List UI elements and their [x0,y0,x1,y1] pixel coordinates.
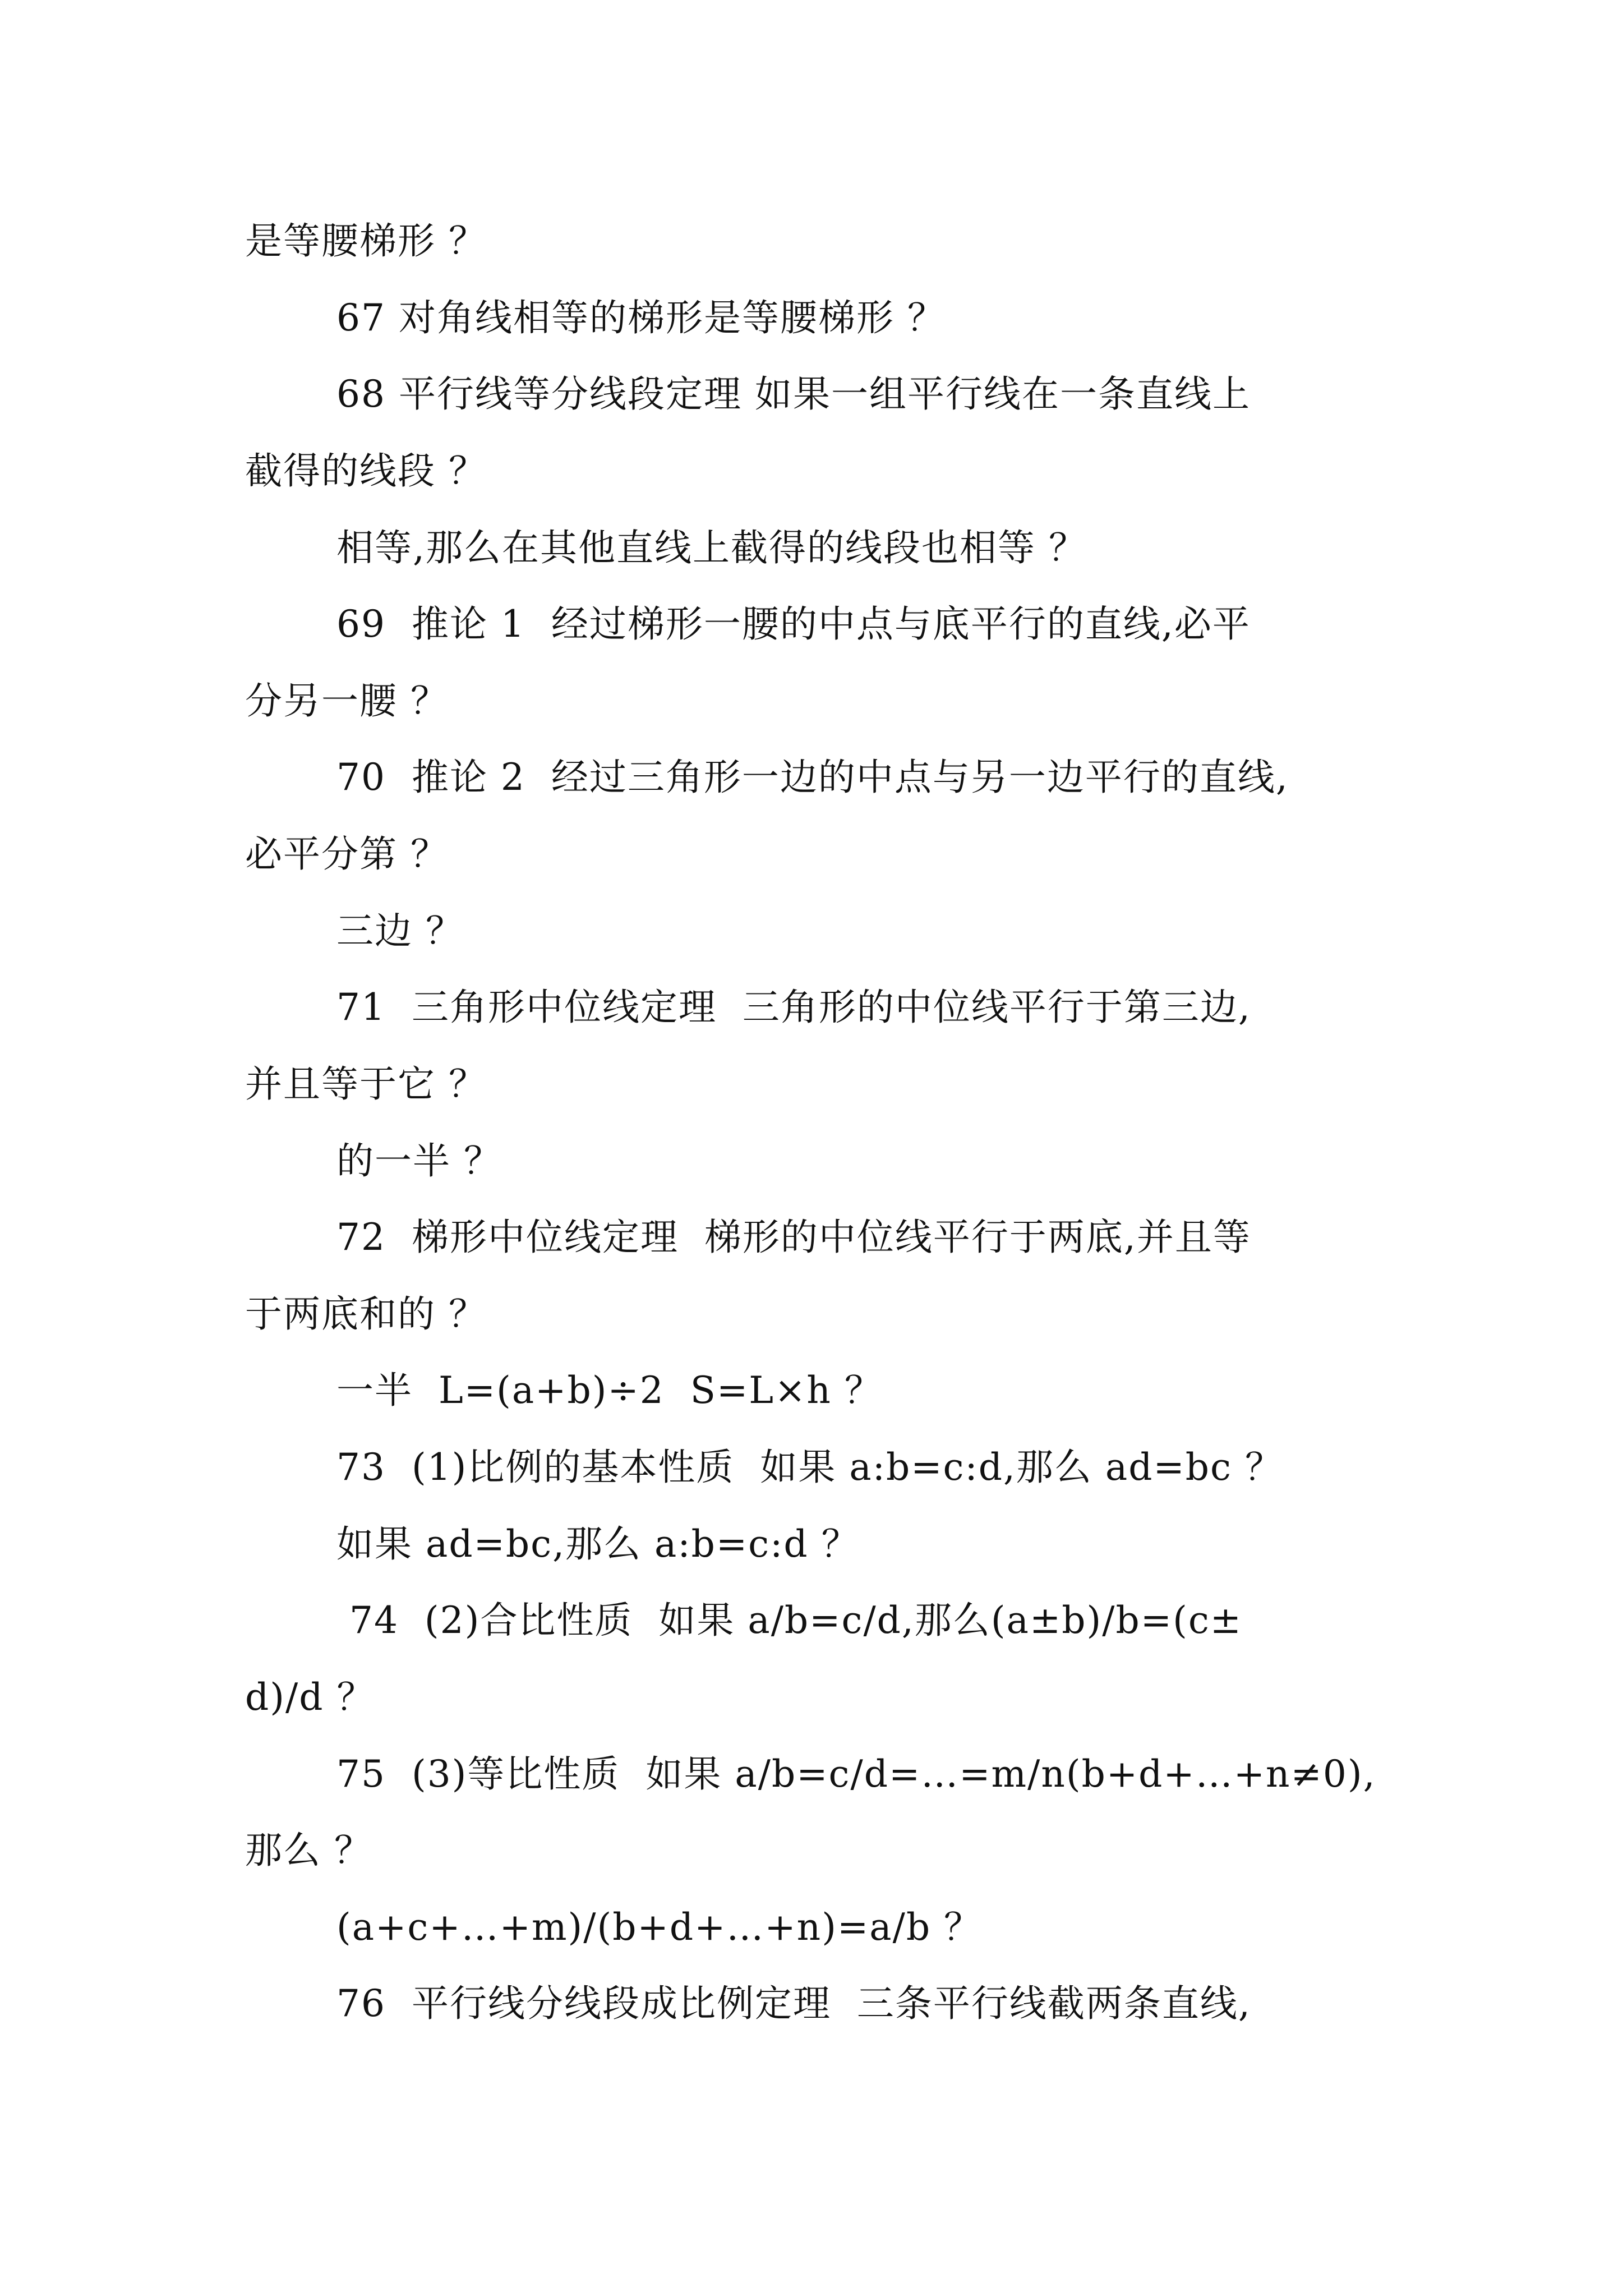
text-line: 71 三角形中位线定理 三角形的中位线平行于第三边, [336,986,1251,1029]
text-line: 70 推论 2 经过三角形一边的中点与另一边平行的直线, [336,756,1289,799]
text-line: 如果 ad=bc,那么 a:b=c:d ？ [336,1522,860,1566]
text-line: 是等腰梯形 ？ [245,219,487,263]
text-line: 那么 ？ [245,1829,372,1872]
text-line: 67 对角线相等的梯形是等腰梯形 ？ [336,296,946,339]
text-line: 的一半 ？ [336,1139,502,1182]
text-line: 75 (3)等比性质 如果 a/b=c/d=…=m/n(b+d+…+n≠0), [336,1752,1376,1796]
text-line: 68 平行线等分线段定理 如果一组平行线在一条直线上 [336,372,1251,416]
text-line: (a+c+…+m)/(b+d+…+n)=a/b ？ [336,1906,983,1949]
text-line: 于两底和的 ？ [245,1292,487,1336]
text-line: 72 梯形中位线定理 梯形的中位线平行于两底,并且等 [336,1216,1251,1259]
text-line: 截得的线段 ？ [245,449,487,493]
text-line: 必平分第 ？ [245,832,449,876]
text-line: 76 平行线分线段成比例定理 三条平行线截两条直线, [336,1982,1251,2025]
text-line: 分另一腰 ？ [245,679,449,723]
text-line: 并且等于它 ？ [245,1062,487,1106]
text-line: 69 推论 1 经过梯形一腰的中点与底平行的直线,必平 [336,602,1251,646]
text-line: 一半 L=(a+b)÷2 S=L×h ？ [336,1369,883,1412]
text-line: d)/d ？ [245,1676,375,1719]
text-line: 三边 ？ [336,909,464,953]
text-line: 73 (1)比例的基本性质 如果 a:b=c:d,那么 ad=bc ？ [336,1446,1284,1489]
text-line: 相等,那么在其他直线上截得的线段也相等 ？ [336,526,1087,569]
text-line: 74 (2)合比性质 如果 a/b=c/d,那么(a±b)/b=(c± [336,1599,1243,1642]
